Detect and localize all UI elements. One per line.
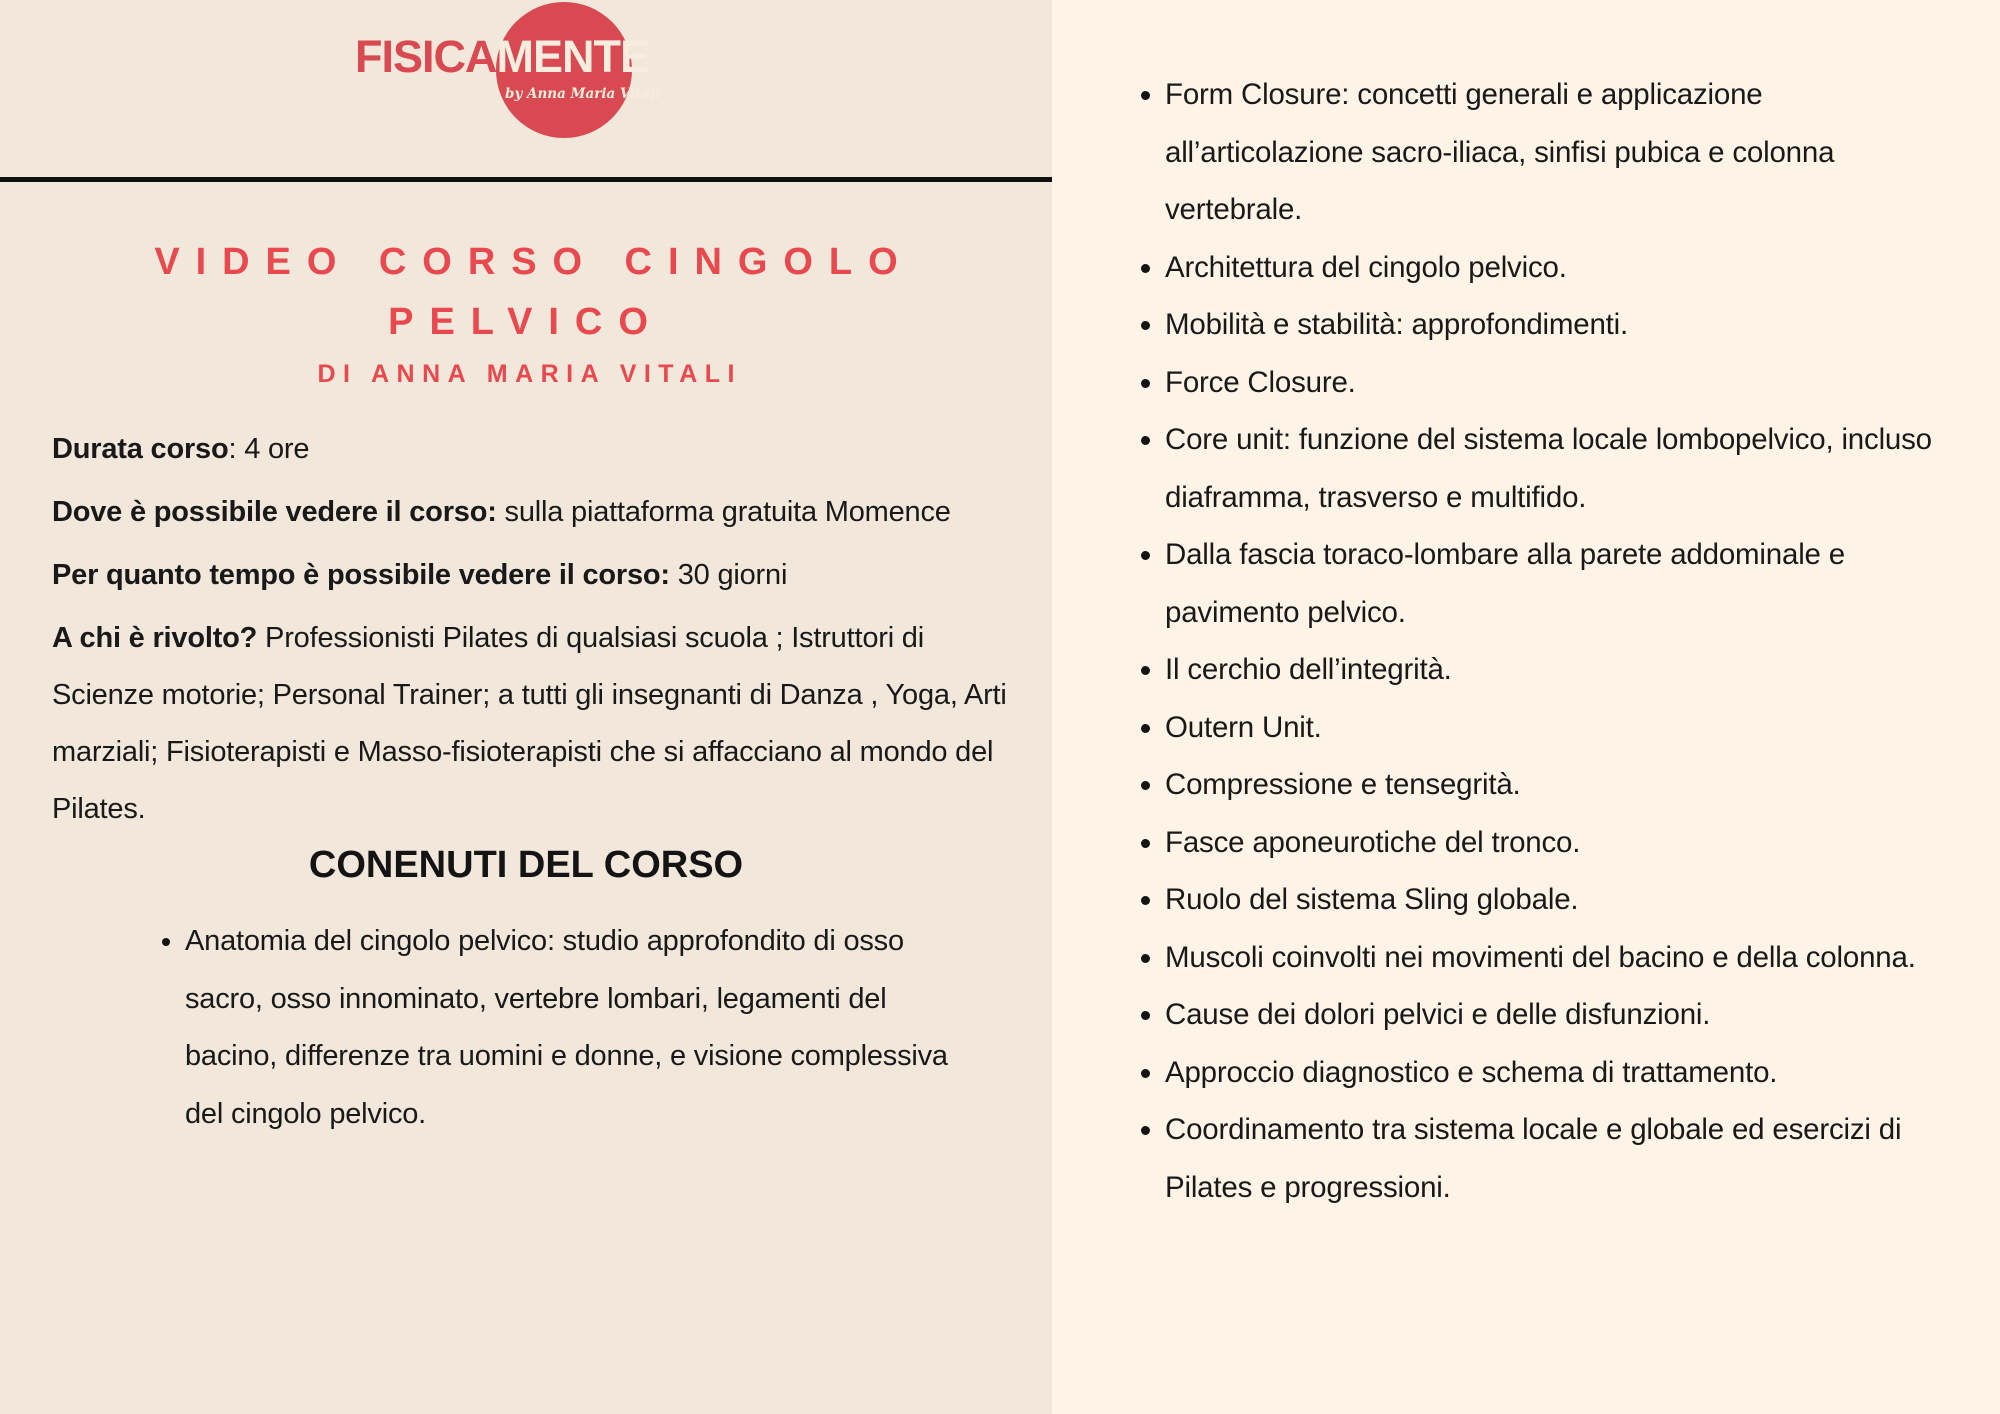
content-item: • Core unit: funzione del sistema locale lombopelvico, incluso diaframma, trasverso e multifido. (1165, 411, 1962, 526)
detail-paragraph (52, 484, 1024, 541)
content-item: • Compressione e tensegrità. (1165, 756, 1962, 814)
detail-label: A chi è rivolto? (52, 622, 258, 654)
content-item: • Ruolo del sistema Sling globale. (1165, 871, 1962, 929)
title-block (0, 232, 1052, 389)
detail-label: Per quanto tempo è possibile vedere il corso: (52, 559, 670, 591)
content-item: • Muscoli coinvolti nei movimenti del bacino e della colonna. (1165, 929, 1962, 987)
detail-paragraph (52, 421, 1024, 478)
contents-heading: CONENUTI DEL CORSO (308, 844, 744, 886)
detail-label: Dove è possibile vedere il corso: (52, 496, 497, 528)
detail-paragraph (52, 547, 1024, 604)
course-title (0, 232, 1052, 352)
course-title-line1: VIDEO CORSO CINGOLO (154, 241, 914, 283)
detail-label: Durata corso (52, 433, 229, 465)
logo-text-fisica: FISICA (355, 31, 497, 82)
logo-byline: by Anna Maria Vitali (505, 86, 661, 102)
detail-paragraph (52, 610, 1024, 838)
content-item: • Force Closure. (1165, 354, 1962, 412)
content-item: • Dalla fascia toraco-lombare alla parete addominale e pavimento pelvico. (1165, 526, 1962, 641)
detail-value: Professionisti Pilates di qualsiasi scuola ; Istruttori di Scienze motorie; Personal Trainer; a tutti gli insegnanti di Danza , Yoga, Arti marziali; Fisioterapisti e Masso-fisioterapisti che si affacciano al mondo del Pilates. (52, 622, 1007, 825)
content-item: • Form Closure: concetti generali e applicazione all’articolazione sacro-iliaca, sinfisi pubica e colonna vertebrale. (1165, 66, 1962, 239)
fisicamente-logo (355, 0, 665, 145)
contents-list-left (0, 913, 1052, 1143)
course-details (0, 421, 1052, 838)
detail-value: sulla piattaforma gratuita Momence (496, 496, 951, 528)
content-item: • Fasce aponeurotiche del tronco. (1165, 814, 1962, 872)
content-item: • Mobilità e stabilità: approfondimenti. (1165, 296, 1962, 354)
logo-wordmark (355, 31, 650, 82)
logo-text-mente: MENTE (496, 31, 650, 82)
detail-value: : 4 ore (228, 433, 310, 465)
content-item: • Approccio diagnostico e schema di trattamento. (1165, 1044, 1962, 1102)
content-item: • Outern Unit. (1165, 699, 1962, 757)
contents-list-right (1052, 0, 2000, 1216)
content-item: • Coordinamento tra sistema locale e globale ed esercizi di Pilates e progressioni. (1165, 1101, 1962, 1216)
content-item: • Architettura del cingolo pelvico. (1165, 239, 1962, 297)
detail-value: 30 giorni (669, 559, 788, 591)
right-column (1052, 0, 2000, 1414)
course-title-line2: PELVICO (388, 301, 664, 343)
content-item: • Anatomia del cingolo pelvico: studio approfondito di osso sacro, osso innominato, vertebre lombari, legamenti del bacino, differenze tra uomini e donne, e visione complessiva del cingolo pelvico. (185, 913, 967, 1143)
left-content (0, 182, 1052, 1143)
content-item: • Il cerchio dell’integrità. (1165, 641, 1962, 699)
content-item: • Cause dei dolori pelvici e delle disfunzioni. (1165, 986, 1962, 1044)
course-author: DI ANNA MARIA VITALI (317, 360, 742, 388)
